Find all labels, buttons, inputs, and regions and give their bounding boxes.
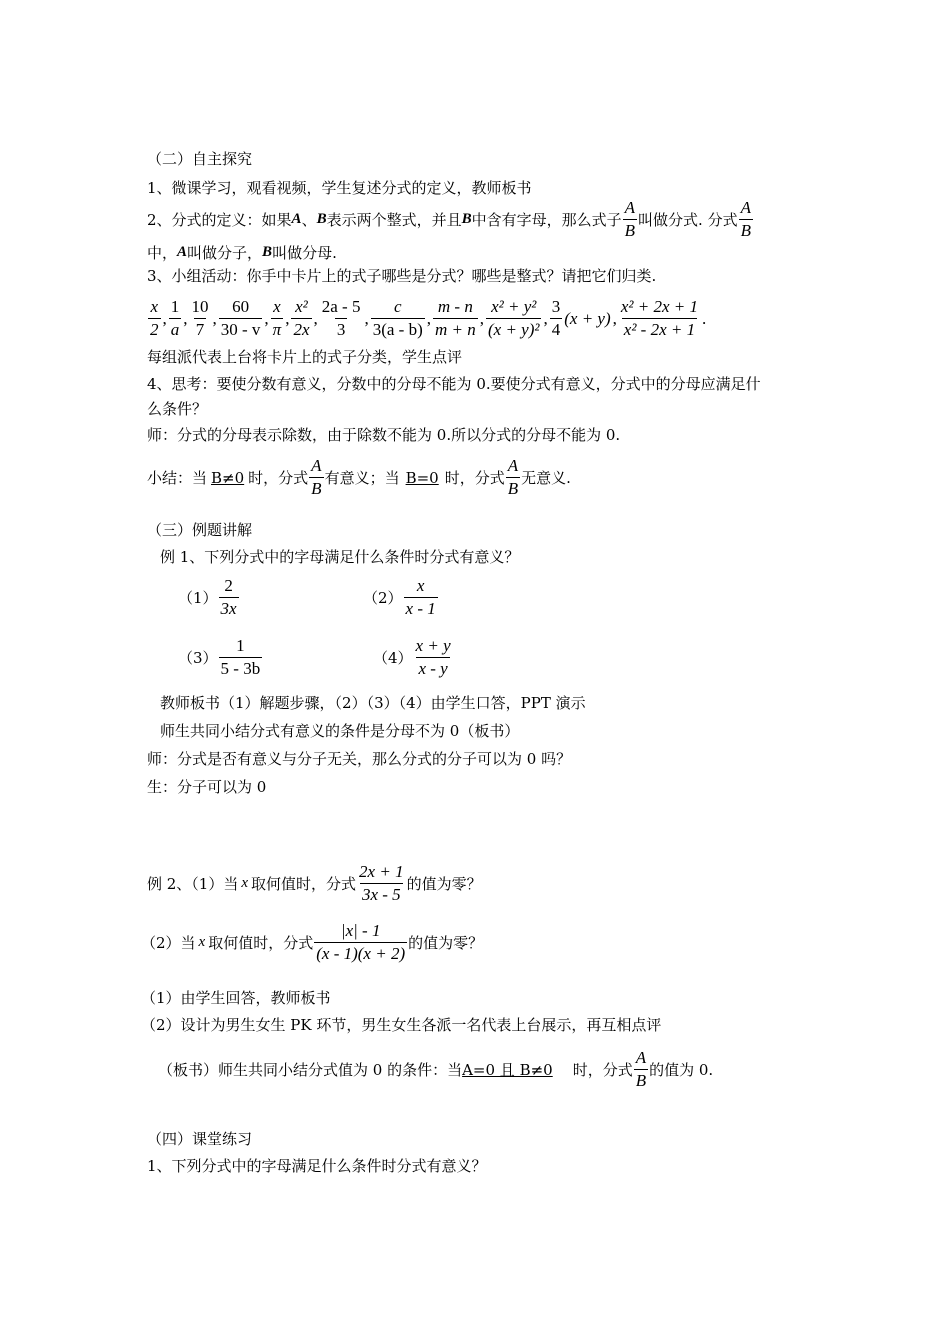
paragraph-ex1 — [160, 546, 519, 567]
text: 取何值时，分式 — [251, 875, 357, 893]
comma: , — [285, 308, 290, 328]
var: x — [241, 875, 249, 891]
fraction — [414, 635, 453, 680]
numerator: m - n — [437, 297, 473, 316]
text: 叫做分母. — [272, 244, 337, 262]
paragraph-teacher2 — [147, 748, 571, 769]
text: （2）当 — [141, 934, 196, 952]
text: 表示两个整式，并且 — [326, 211, 462, 229]
paragraph-definition-cont — [147, 242, 337, 263]
numerator: 2 — [224, 576, 233, 595]
label: （3） — [178, 649, 218, 667]
text: 师生共同小结分式有意义的条件是分母不为 0（板书） — [160, 722, 520, 740]
text: 时，分式 — [248, 469, 309, 487]
fraction — [219, 575, 239, 620]
paragraph-definition — [147, 197, 754, 242]
paragraph-item1 — [147, 177, 532, 198]
denominator: x - 1 — [405, 599, 436, 618]
denominator: 3 — [336, 320, 346, 339]
text: 4、思考：要使分数有意义，分数中的分母不能为 0.要使分式有意义，分式中的分母应满足什 — [147, 375, 761, 393]
numerator: x — [150, 297, 159, 316]
denominator: 5 - 3b — [220, 659, 261, 678]
numerator: A — [740, 198, 751, 217]
denominator: (x + y)² — [488, 320, 540, 339]
underlined-condition: A=0 且 B≠0 — [462, 1061, 553, 1079]
card-9 — [433, 296, 478, 341]
paragraph-summary — [147, 455, 571, 500]
denominator: B — [740, 221, 751, 240]
numerator: A — [311, 456, 322, 475]
card-expressions — [147, 296, 707, 341]
text: 小结：当 — [147, 469, 208, 487]
numerator: x — [273, 297, 281, 316]
denominator: 7 — [195, 320, 205, 339]
section-heading-4 — [147, 1128, 252, 1149]
ex1-item-1 — [178, 575, 240, 620]
text: （2）设计为男生女生 PK 环节，男生女生各派一名代表上台展示，再互相点评 — [141, 1016, 662, 1034]
text: 3、小组活动：你手中卡片上的式子哪些是分式？哪些是整式？请把它们归类. — [147, 267, 657, 285]
paragraph-after-cards — [147, 346, 462, 367]
numerator: A — [635, 1048, 647, 1067]
text: 、 — [301, 211, 317, 229]
card-3 — [190, 296, 211, 341]
paragraph-ans1 — [141, 987, 331, 1008]
denominator: 2 — [150, 320, 159, 339]
denominator: π — [272, 320, 282, 339]
numerator: 2a - 5 — [321, 297, 361, 316]
text: 取何值时，分式 — [208, 934, 314, 952]
comma: , — [212, 308, 217, 328]
text: 有意义；当 — [324, 469, 400, 487]
numerator: 10 — [191, 297, 209, 316]
section-heading-2 — [147, 148, 252, 169]
text: 的值为零？ — [408, 934, 484, 952]
denominator: x² - 2x + 1 — [623, 320, 696, 339]
numerator: A — [507, 456, 519, 475]
fraction-a-over-b — [634, 1047, 648, 1092]
period: . — [702, 308, 707, 328]
numerator: x + y — [415, 636, 451, 655]
denominator: B — [507, 479, 519, 498]
label: （4） — [373, 649, 413, 667]
denominator: B — [624, 221, 636, 240]
paragraph-sec4-item1 — [147, 1155, 487, 1176]
denominator: 4 — [551, 320, 561, 339]
numerator: 2x + 1 — [359, 862, 404, 881]
paragraph-item4-l2 — [147, 398, 207, 419]
text: （1）由学生回答，教师板书 — [141, 989, 331, 1007]
denominator: B — [635, 1071, 647, 1090]
denominator: x - y — [418, 659, 448, 678]
fraction-a-over-b — [739, 197, 753, 242]
var: A — [177, 244, 188, 260]
card-6 — [291, 296, 311, 341]
paragraph-teacher1 — [147, 424, 620, 445]
denominator: 30 - v — [220, 320, 261, 339]
paragraph-board3 — [158, 1047, 713, 1092]
text: 2、分式的定义：如果 — [147, 211, 292, 229]
text: 的值为零？ — [406, 875, 482, 893]
card-1 — [148, 296, 161, 341]
text: 时，分式 — [572, 1061, 633, 1079]
denominator: m + n — [435, 320, 476, 339]
text: 师：分式是否有意义与分子无关，那么分式的分子可以为 0 吗？ — [147, 750, 572, 768]
text: 叫做分式. 分式 — [638, 211, 738, 229]
text: 每组派代表上台将卡片上的式子分类，学生点评 — [147, 348, 463, 366]
numerator: c — [393, 297, 402, 316]
comma: , — [426, 308, 431, 328]
denominator: 3x — [220, 599, 237, 618]
comma: , — [479, 308, 484, 328]
paragraph-board1 — [160, 692, 586, 713]
text: 中， — [147, 244, 178, 262]
text: 叫做分子， — [187, 244, 263, 262]
numerator: |x| - 1 — [340, 921, 381, 940]
card-10 — [486, 296, 541, 341]
heading-text: （四）课堂练习 — [147, 1130, 253, 1148]
paragraph-student — [147, 776, 266, 797]
denominator: B — [311, 479, 322, 498]
card-5 — [271, 296, 284, 341]
numerator: x — [416, 576, 425, 595]
fraction-a-over-b — [309, 455, 323, 500]
text: 时，分式 — [444, 469, 505, 487]
card-4 — [219, 296, 263, 341]
comma: , — [364, 308, 369, 328]
text: 么条件？ — [147, 400, 208, 418]
fraction-a-over-b — [506, 455, 520, 500]
paragraph-board2 — [160, 720, 519, 741]
paragraph-ex2-part1 — [147, 861, 482, 906]
var: x — [198, 934, 206, 950]
comma: , — [313, 308, 318, 328]
comma: , — [543, 308, 548, 328]
text: 1、下列分式中的字母满足什么条件时分式有意义？ — [147, 1157, 487, 1175]
ex1-item-3 — [178, 635, 263, 680]
text: 的值为 0. — [649, 1061, 714, 1079]
text: 1、微课学习，观看视频，学生复述分式的定义，教师板书 — [147, 179, 532, 197]
ex1-item-2 — [363, 575, 439, 620]
fraction-a-over-b — [623, 197, 637, 242]
denominator: (x - 1)(x + 2) — [316, 944, 406, 963]
text: 生：分子可以为 0 — [147, 778, 267, 796]
var: B — [262, 244, 273, 260]
denominator: 2x — [293, 320, 310, 339]
text: 中含有字母，那么式子 — [471, 211, 622, 229]
numerator: x² — [295, 297, 308, 316]
text: （板书）师生共同小结分式值为 0 的条件：当 — [158, 1061, 463, 1079]
paragraph-item3 — [147, 265, 656, 286]
underlined-condition: B=0 — [405, 468, 439, 487]
card-11 — [550, 296, 563, 341]
label: （2） — [363, 589, 403, 607]
numerator: A — [624, 198, 636, 217]
denominator: 3x - 5 — [361, 885, 401, 904]
numerator: 3 — [551, 297, 561, 316]
text: 教师板书（1）解题步骤，（2）（3）（4）由学生口答，PPT 演示 — [160, 694, 586, 712]
denominator: 3(a - b) — [372, 320, 423, 339]
text: 例 2、（1）当 — [147, 875, 239, 893]
comma: , — [162, 308, 167, 328]
numerator: 60 — [232, 297, 250, 316]
numerator: 1 — [170, 297, 180, 316]
card-8 — [371, 296, 425, 341]
var: B — [316, 211, 327, 227]
card-12 — [619, 296, 700, 341]
card-11-tail: (x + y) — [564, 308, 611, 328]
label: （1） — [178, 589, 218, 607]
comma: , — [183, 308, 188, 328]
paragraph-item4-l1 — [147, 373, 761, 394]
denominator: a — [170, 320, 180, 339]
card-7 — [320, 296, 363, 341]
fraction — [357, 861, 406, 906]
text: 无意义. — [521, 469, 571, 487]
heading-text: （三）例题讲解 — [147, 521, 253, 539]
numerator: 1 — [236, 636, 245, 655]
comma: , — [612, 308, 617, 328]
text: 师：分式的分母表示除数，由于除数不能为 0.所以分式的分母不能为 0. — [147, 426, 621, 444]
fraction — [404, 575, 438, 620]
heading-text: （二）自主探究 — [147, 150, 253, 168]
var: A — [291, 211, 302, 227]
paragraph-ex2-part2 — [141, 920, 483, 965]
underlined-condition: B≠0 — [211, 468, 245, 487]
comma: , — [264, 308, 269, 328]
text: 例 1、下列分式中的字母满足什么条件时分式有意义？ — [160, 548, 520, 566]
card-2 — [169, 296, 182, 341]
var: B — [461, 211, 472, 227]
numerator: x² + y² — [491, 297, 537, 316]
fraction — [219, 635, 263, 680]
ex1-item-4 — [373, 635, 454, 680]
paragraph-ans2 — [141, 1014, 661, 1035]
numerator: x² + 2x + 1 — [620, 297, 699, 316]
section-heading-3 — [147, 519, 252, 540]
fraction — [314, 920, 407, 965]
